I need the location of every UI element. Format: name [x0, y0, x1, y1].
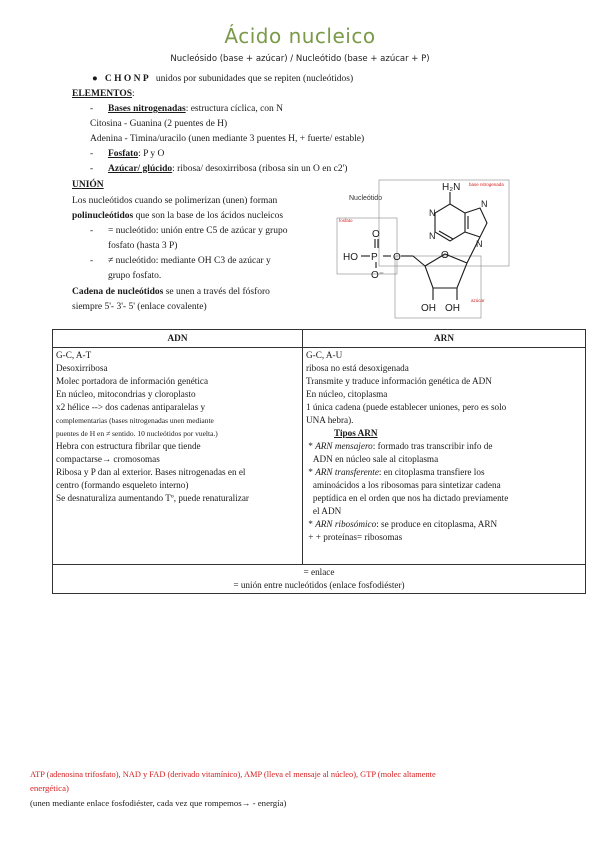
azucar-line: - Azúcar/ glúcido: ribosa/ desoxirribosa (ribosa sin un O en c2') — [90, 164, 348, 174]
cadena-line-2: siempre 5'- 3'- 5' (enlace covalente) — [72, 302, 207, 312]
citosina-line: Citosina - Guanina (2 puentes de H) — [90, 119, 228, 129]
p-label: P — [371, 252, 378, 263]
ribose-ring — [401, 254, 467, 300]
page-title: Ácido nucleico — [224, 24, 376, 48]
double-o-label: O — [372, 229, 380, 240]
intro-line — [92, 72, 353, 88]
n-label-1: N — [429, 208, 436, 218]
adenina-line: Adenina - Timina/uracilo (unen mediante 3 puentes H, + fuerte/ estable) — [90, 134, 365, 144]
bases-line: - Bases nitrogenadas: estructura cíclica, con N — [90, 104, 284, 114]
oh-label-1: OH — [421, 303, 436, 314]
col-header-adn: ADN — [53, 330, 303, 348]
union-eq-line-2: fosfato (hasta 3 P) — [108, 241, 178, 251]
chonp-text: unidos por subunidades que se repiten (nucleótidos) — [155, 74, 354, 84]
ring-o-label: O — [441, 250, 449, 261]
page-subtitle: Nucleósido (base + azúcar) / Nucleótido (base + azúcar + P) — [170, 54, 430, 64]
phosphate-tag: fosfato — [339, 218, 353, 223]
table-footer: = enlace = unión entre nucleótidos (enlace fosfodiéster) — [53, 565, 586, 594]
fosfato-line: - Fosfato: P y O — [90, 149, 165, 159]
union-neq-line-2: grupo fosfato. — [108, 271, 162, 281]
union-heading: UNIÓN — [72, 180, 104, 190]
union-neq-line: - ≠ nucleótido: mediante OH C3 de azúcar y — [90, 256, 271, 266]
adn-cell: G-C, A-T Desoxirribosa Molec portadora de información genética En núcleo, mitocondrias y cloroplasto x2 hélice --> dos cadenas antiparalelas y complementarias (bases nitrogenadas unen mediante puentes de H en ≠ sentido. 10 nucleótidos por vuelta.) Hebra con estructura fibrilar que tiende compactarse→ cromosomas Ribosa y P dan al exterior. Bases nitrogenadas en el centro (formando esqueleto interno) Se desnaturaliza aumentando Tº, puede renaturalizar — [53, 348, 303, 565]
n-label-2: N — [429, 231, 436, 241]
n-label-4: N — [476, 239, 483, 249]
n-label-3: N — [481, 199, 488, 209]
adn-arn-table — [52, 329, 586, 594]
h2n-label: H₂N — [442, 182, 461, 193]
union-line-1: Los nucleótidos cuando se polimerizan (unen) forman — [72, 196, 278, 206]
chonp-label: C H O N P — [104, 74, 149, 84]
fosfodiester-note: (unen mediante enlace fosfodiéster, cada vez que rompemos→ - energía) — [30, 798, 287, 808]
ho-label: HO — [343, 252, 358, 263]
sugar-tag: azúcar — [471, 298, 485, 303]
elementos-heading: ELEMENTOS: — [72, 89, 135, 99]
o-minus-label: O⁻ — [371, 270, 385, 281]
arn-cell: G-C, A-U ribosa no está desoxigenada Transmite y traduce información genética de ADN En núcleo, citoplasma 1 única cadena (puede establecer uniones, pero es solo UNA hebra). Tipos ARN * ARN mensajero: formado tras transcribir info de ADN en núcleo sale al citoplasma * ARN transferente: en citoplasma transfiere los aminoácidos a los ribosomas para sintetizar cadena peptídica en el orden que nos ha dictado previamente el ADN * ARN ribosómico: se produce en citoplasma, ARN + + proteínas= ribosomas — [303, 348, 586, 565]
nucleotide-derivatives: ATP (adenosina trifosfato), NAD y FAD (derivado vitamínico), AMP (lleva el mensaje al núcleo), GTP (molec altamente energética) — [30, 770, 436, 793]
union-line-2: polinucleótidos que son la base de los ácidos nucleicos — [72, 211, 284, 221]
union-eq-line: - = nucleótido: unión entre C5 de azúcar y grupo — [90, 226, 288, 236]
tipos-arn-heading: Tipos ARN — [334, 428, 378, 438]
cadena-line: Cadena de nucleótidos se unen a través del fósforo — [72, 287, 270, 297]
bullet: ● — [92, 74, 98, 84]
nucleotide-diagram — [335, 176, 520, 326]
oh-label-2: OH — [445, 303, 460, 314]
col-header-arn: ARN — [303, 330, 586, 348]
bridge-o-label: O — [393, 252, 401, 263]
diagram-label: Nucleótido — [349, 195, 383, 202]
base-tag: base nitrogenada — [469, 182, 504, 187]
